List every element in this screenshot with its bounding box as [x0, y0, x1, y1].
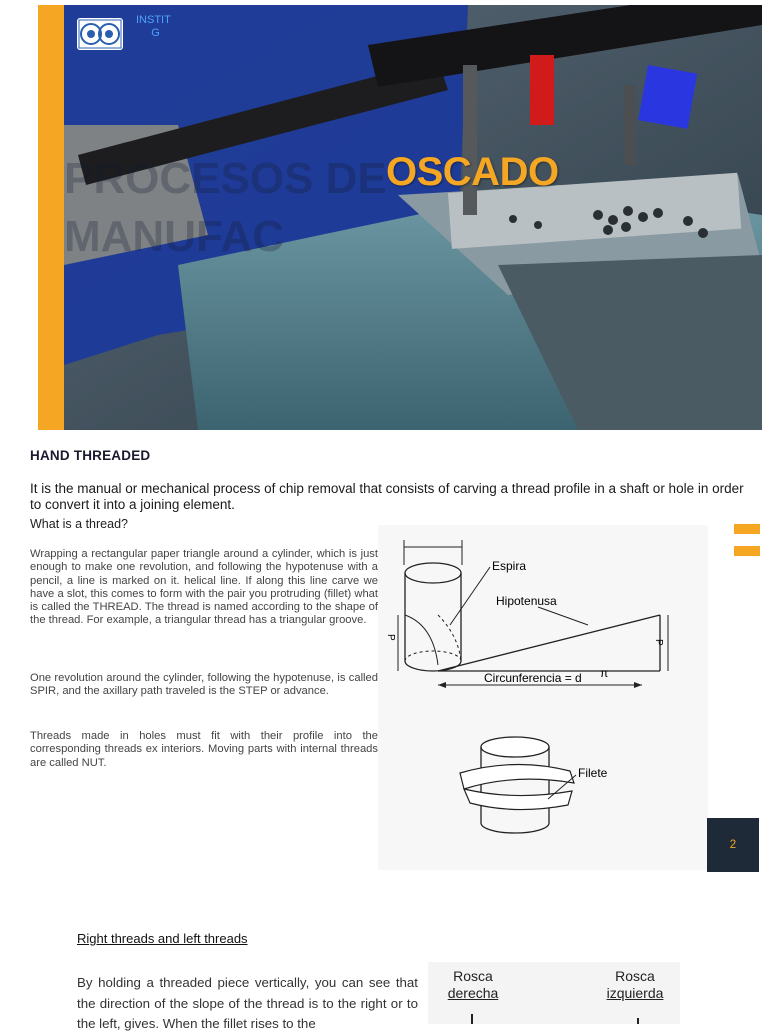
hero-title: OSCADO [386, 150, 559, 194]
dots-decoration [40, 374, 64, 430]
p-label-left: P [385, 634, 396, 641]
thread-diagram [378, 525, 708, 870]
rosca-left-line-1: Rosca [615, 968, 655, 984]
paragraph-1: Wrapping a rectangular paper triangle around a cylinder, which is just enough to make one revolution, and following the hypotenuse with a pencil, a line is marked on it. helical line. If along this line carve we have a slot, this comes to form with the pair you protruding (fillet) what is called the THREAD. The thread is named according to the shape of the thread. For example, a triangular thread has a triangular groove. [30, 548, 378, 627]
rosca-right-line-1: Rosca [453, 968, 493, 984]
paragraph-3: Threads made in holes must fit with their profile into the corresponding threads ex interiors. Moving parts with internal threads are called NUT. [30, 730, 378, 769]
rosca-right-label [444, 968, 502, 1002]
rosca-left-label [600, 968, 670, 1002]
rosca-left-line-2: izquierda [606, 985, 664, 1001]
accent-mark-2 [734, 546, 760, 556]
section2-body: By holding a threaded piece vertically, you can see that the direction of the slope of the thread is to the right or to the left, gives. When the fillet rises to the [77, 975, 418, 1031]
ghost-title: PROCESOS DE MANUFAC [64, 154, 387, 261]
circunferencia-label: Circunferencia = d [484, 671, 582, 685]
rosca-right-line-2: derecha [447, 985, 499, 1001]
intro-paragraph: It is the manual or mechanical process of chip removal that consists of carving a thread profile in a shaft or hole in order to convert it into a joining element. [30, 481, 744, 512]
hipotenusa-label: Hipotenusa [496, 594, 557, 608]
institute-logo [77, 18, 123, 50]
accent-bar [38, 5, 64, 430]
paragraph-2: One revolution around the cylinder, following the hypotenuse, is called SPIR, and the axillary path traveled is the STEP or advance. [30, 672, 378, 698]
page-number: 2 [707, 818, 759, 872]
filete-label: Filete [578, 766, 608, 780]
pi-label: π [600, 666, 609, 680]
logo-text: INSTIT G [136, 14, 171, 39]
p-label-right: P [653, 639, 664, 646]
section2-heading: Right threads and left threads [77, 931, 248, 946]
section-heading: HAND THREADED [30, 448, 151, 463]
espira-label: Espira [492, 559, 527, 573]
subheading: What is a thread? [30, 517, 128, 531]
accent-mark-1 [734, 524, 760, 534]
